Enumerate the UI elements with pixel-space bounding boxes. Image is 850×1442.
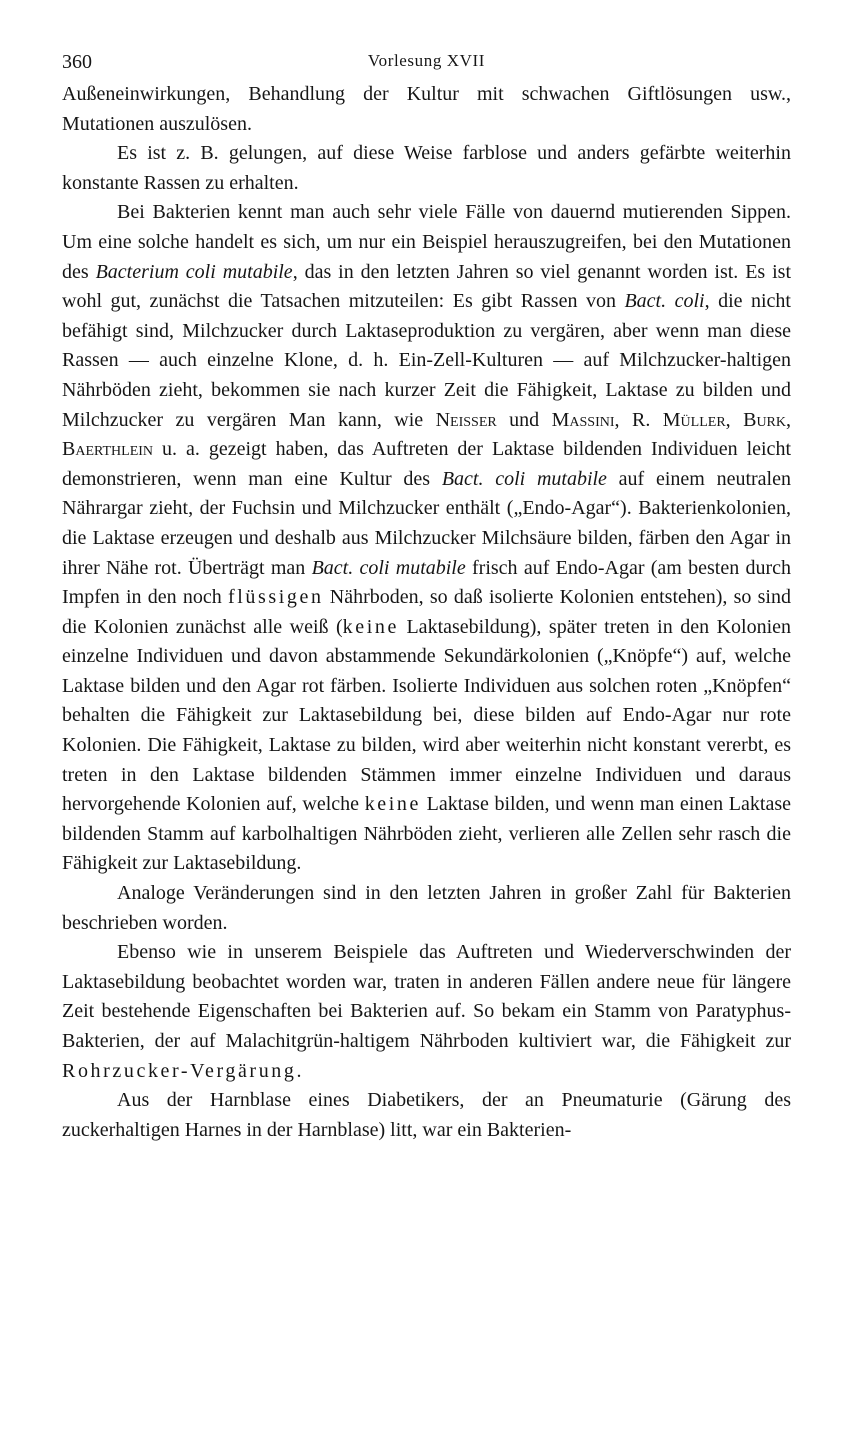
italic-text: Bacterium coli mutabile <box>95 260 293 283</box>
smallcaps-text: Neisser <box>435 408 497 431</box>
italic-text: Bact. coli mutabile <box>441 467 607 490</box>
page-number: 360 <box>62 51 92 73</box>
text-run: u. a. gezeigt haben, das Auftreten der Laktase bildenden Individuen leicht demonstrieren, wenn man eine Kultur des <box>62 438 791 490</box>
smallcaps-text: Burk <box>743 408 787 431</box>
text-run: Laktasebildung), später treten in den Kolonien einzelne Individuen und davon abstammende Sekundärkolonien („Knöpfe“) auf, welche Laktase bilden und den Agar rot färben. Isolierte Individuen aus solchen roten „Knöpfen“ behalten die Fähigkeit zur Laktasebildung bei, diese bilden auf Endo-Agar nur rote Kolonien. Die Fähigkeit, Laktase zu bilden, wird aber weiterhin nicht konstant vererbt, es treten in den Laktase bildenden Stämmen immer einzelne Individuen und daraus hervorgehende Kolonien auf, welche <box>62 615 791 816</box>
text-run: Außeneinwirkungen, Behandlung der Kultur mit schwachen Giftlösungen usw., Mutationen auszulösen. <box>62 83 791 135</box>
text-run: und <box>496 408 552 431</box>
spaced-text: flüssigen <box>227 586 324 609</box>
text-run: Es ist z. B. gelungen, auf diese Weise farblose und anders gefärbte weiterhin konstante Rassen zu erhalten. <box>62 142 791 194</box>
spaced-text: keine <box>364 793 421 816</box>
text-run: Analoge Veränderungen sind in den letzten Jahren in großer Zahl für Bakterien beschrieben worden. <box>62 882 791 934</box>
book-page <box>62 46 791 1145</box>
paragraph <box>62 80 791 139</box>
paragraph <box>62 938 791 1086</box>
text-run: auf einem neutralen Nährargar zieht, der Fuchsin und Milchzucker enthält („Endo-Agar“). Bakterienkolonien, die Laktase erzeugen und deshalb aus Milchzucker Milchsäure bilden, färben den Agar in ihrer Nähe rot. Überträgt man <box>62 467 791 579</box>
text-run: . <box>296 1059 302 1082</box>
paragraph <box>62 198 791 879</box>
spaced-text: Rohrzucker-Vergärung <box>62 1059 297 1082</box>
paragraph <box>62 1086 791 1145</box>
text-run: Aus der Harnblase eines Diabetikers, der an Pneumaturie (Gärung des zuckerhaltigen Harnes in der Harnblase) litt, war ein Bakterien- <box>62 1089 791 1141</box>
smallcaps-text: Baerthlein <box>62 438 154 461</box>
paragraph <box>62 879 791 938</box>
text-run: , <box>786 408 792 431</box>
italic-text: Bact. coli mutabile <box>311 556 466 579</box>
text-run: , die nicht befähigt sind, Milchzucker durch Laktaseproduktion zu vergären, aber wenn man diese Rassen — auch einzelne Klone, d. h. Ein-Zell-Kulturen — auf Milchzucker-haltigen Nährböden zieht, bekommen sie nach kurzer Zeit die Fähigkeit, Laktase zu bilden und Milchzucker zu vergären Man kann, wie <box>62 290 791 431</box>
smallcaps-text: R. Müller <box>631 408 726 431</box>
text-run: Nährboden, so daß isolierte Kolonien entstehen), so sind die Kolonien zunächst alle weiß ( <box>62 586 791 638</box>
text-run: Ebenso wie in unserem Beispiele das Auftreten und Wiederverschwinden der Laktasebildung beobachtet worden war, traten in anderen Fällen andere neue für längere Zeit bestehende Eigenschaften bei Bakterien auf. So bekam ein Stamm von Paratyphus-Bakterien, der auf Malachitgrün-haltigem Nährboden kultiviert war, die Fähigkeit zur <box>62 941 791 1052</box>
text-run: frisch auf Endo-Agar (am besten durch Impfen in den noch <box>62 556 792 609</box>
text-run: , das in den letzten Jahren so viel genannt worden ist. Es ist wohl gut, zunächst die Tatsachen mitzuteilen: Es gibt Rassen von <box>62 260 791 313</box>
text-run: Laktase bilden, und wenn man einen Laktase bildenden Stamm auf karbolhaltigen Nährböden zieht, verlieren alle Zellen sehr rasch die Fähigkeit zur Laktasebildung. <box>62 793 791 875</box>
text-run: , <box>614 408 632 431</box>
page-header <box>62 46 791 80</box>
body-text <box>62 80 791 1145</box>
italic-text: Bact. coli <box>624 290 705 313</box>
text-run: , <box>725 408 744 431</box>
smallcaps-text: Massini <box>551 408 615 431</box>
text-run: Bei Bakterien kennt man auch sehr viele Fälle von dauernd mutierenden Sippen. Um eine solche handelt es sich, um nur ein Beispiel herauszugreifen, bei den Mutationen des <box>62 201 791 283</box>
running-head: Vorlesung XVII <box>367 51 486 70</box>
paragraph <box>62 139 791 198</box>
spaced-text: keine <box>342 615 399 638</box>
